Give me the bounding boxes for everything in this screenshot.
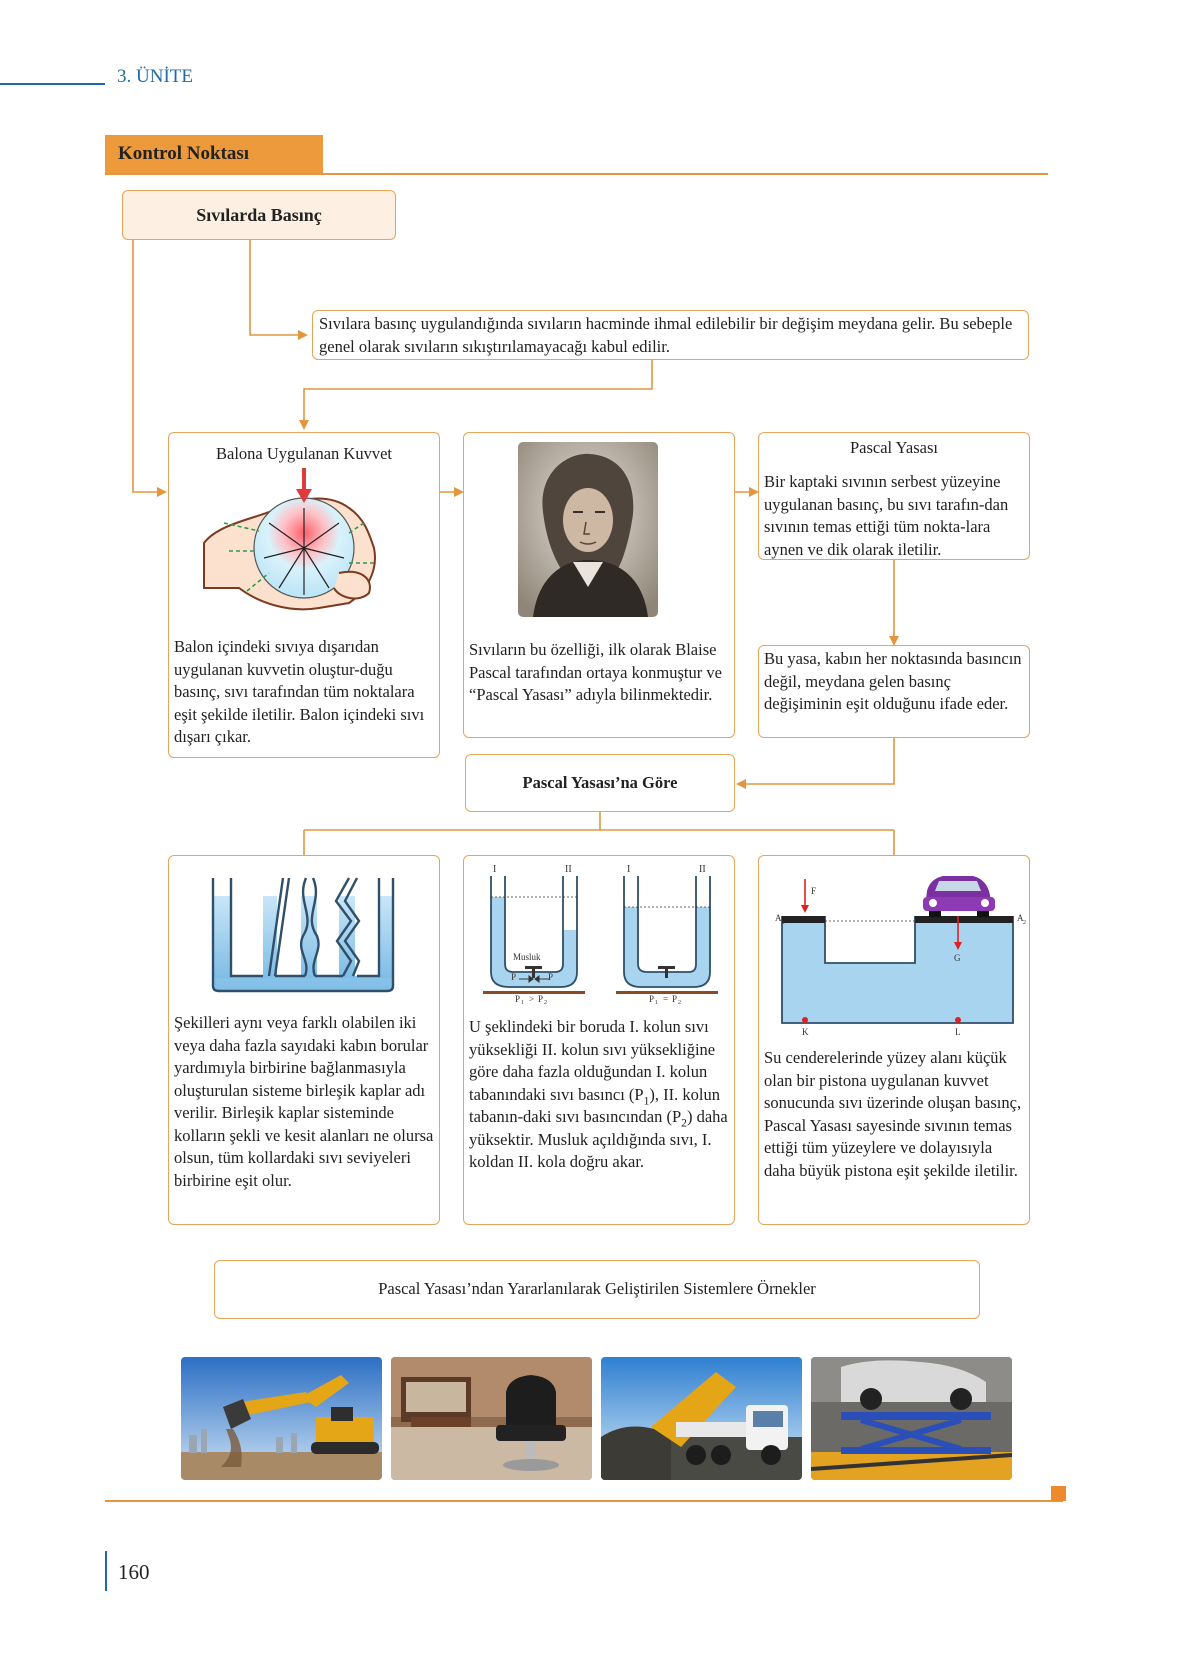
examples-box (214, 1260, 980, 1319)
section-title: Kontrol Noktası (118, 143, 250, 164)
u2-label-col2: II (699, 864, 706, 875)
u2-rel-p2: P (672, 994, 678, 1004)
pascal-box (463, 432, 735, 738)
barber-chair-photo (391, 1357, 592, 1480)
hydraulic-press-diagram (765, 861, 1027, 1036)
pascal-law-title: Pascal Yasası (849, 438, 938, 457)
connected-vessels-box (168, 855, 440, 1225)
hydraulic-box (758, 855, 1030, 1225)
u1-p2-label: P (548, 972, 554, 982)
balloon-text: Balon içindeki sıvıya dışarıdan uygulanan kuvvetin oluştur-duğu basınç, sıvı tarafından tüm noktalara eşit şekilde iletilir. Balon içindeki sıvı dışarı çıkar. (174, 637, 425, 746)
u-tube-diagram (469, 862, 731, 1004)
page-number: 160 (118, 1560, 150, 1584)
page-number-bar (105, 1551, 107, 1591)
u-tube-text-c: ) daha yüksektir. Musluk açıldığında sıvı, I. koldan II. kola doğru akar. (469, 1107, 728, 1171)
footer-marker (1051, 1486, 1066, 1501)
u1-rel-p1-sub: 1 (521, 1000, 524, 1004)
balloon-hand-illustration (199, 463, 399, 613)
balloon-box (168, 432, 440, 758)
intro-text: Sıvılara basınç uygulandığında sıvıların hacminde ihmal edilebilir bir değişim meydana gelir. Bu sebeple genel olarak sıvıların sıkıştırılamayacağı kabul edilir. (319, 314, 1013, 356)
examples-title: Pascal Yasası’ndan Yararlanılarak Geliştirilen Sistemlere Örnekler (378, 1279, 816, 1298)
valve-label: Musluk (513, 952, 541, 962)
a1-label: A (775, 913, 782, 923)
u1-rel-p2-sub: 2 (544, 1000, 547, 1004)
u2-rel-p1-sub: 1 (655, 1000, 658, 1004)
balloon-title: Balona Uygulanan Kuvvet (216, 444, 392, 463)
pascal-law-box (758, 432, 1030, 560)
u2-rel-p1: P (649, 994, 655, 1004)
u2-rel-eq: = (663, 994, 669, 1004)
u-tube-box (463, 855, 735, 1225)
law-note-text: Bu yasa, kabın her noktasında basıncın değil, meydana gelen basınç değişiminin eşit olduğunu ifade eder. (764, 649, 1022, 713)
pascal-portrait-image (518, 442, 658, 617)
point-l-label: L (955, 1027, 961, 1036)
u1-rel-p2: P (538, 994, 544, 1004)
weight-label: G (954, 953, 961, 963)
u-tube-text (469, 1016, 731, 1174)
pascal-text: Sıvıların bu özelliği, ilk olarak Blaise Pascal tarafından ortaya konmuştur ve “Pascal Yasası” adıyla bilinmektedir. (469, 640, 722, 704)
intro-box (312, 310, 1029, 360)
u1-rel-gt: > (529, 994, 535, 1004)
point-k-label: K (802, 1027, 809, 1036)
a2-label: A (1017, 913, 1024, 923)
pascal-law-text: Bir kaptaki sıvının serbest yüzeyine uygulanan basınç, bu sıvı tarafın-dan sıvının temas ettiği tüm nokta-lara aynen ve dik olarak iletilir. (764, 472, 1009, 559)
u2-label-col1: I (627, 864, 631, 875)
footer-rule (105, 1500, 1063, 1502)
a2-sub: 2 (1023, 920, 1026, 926)
according-title: Pascal Yasası’na Göre (522, 773, 678, 792)
topic-title: Sıvılarda Basınç (196, 205, 322, 225)
a1-sub: 1 (782, 920, 785, 926)
u-tube-text-a: U şeklindeki bir boruda I. kolun sıvı yüksekliği II. kolun sıvı yüksekliğine göre daha fazla olduğundan I. kolun tabanındaki sıvı basıncı (P (469, 1017, 716, 1104)
dump-truck-photo (601, 1357, 802, 1480)
u2-rel-p2-sub: 2 (678, 1000, 681, 1004)
connected-vessels-illustration (211, 876, 397, 996)
u1-label-col1: I (493, 864, 497, 875)
car-lift-photo (811, 1357, 1012, 1480)
u1-label-col2: II (565, 864, 572, 875)
u-tube-text-b: ), II. kolun tabanın-daki sıvı basıncından (P (469, 1084, 720, 1126)
u1-rel-p1: P (515, 994, 521, 1004)
u-tube-sub1: 1 (643, 1094, 650, 1107)
according-box (465, 754, 735, 812)
u-tube-sub2: 2 (681, 1117, 687, 1130)
law-note-box (758, 645, 1030, 738)
connected-vessels-text: Şekilleri aynı veya farklı olabilen iki veya daha fazla sayıdaki kabın borular yardımıyla birbirine bağlanmasıyla oluşturulan sisteme birleşik kaplar adı verilir. Birleşik kaplar sisteminde kolların şekli ve kesit alanları ne olursa olsun, tüm kollardaki sıvı seviyeleri birbirine eşit olur. (174, 1013, 434, 1190)
excavator-photo (181, 1357, 382, 1480)
u1-p1-label: P (511, 972, 517, 982)
topic-box (122, 190, 396, 240)
hydraulic-text: Su cenderelerinde yüzey alanı küçük olan bir pistona uygulanan kuvvet sonucunda sıvı üzerinde oluşan basınç, Pascal Yasası sayesinde sıvının temas ettiği tüm yüzeylere ve dolayısıyla daha büyük pistona eşit şekilde iletilir. (764, 1048, 1022, 1180)
force-label: F (811, 886, 817, 896)
unit-label: 3. ÜNİTE (117, 66, 193, 87)
